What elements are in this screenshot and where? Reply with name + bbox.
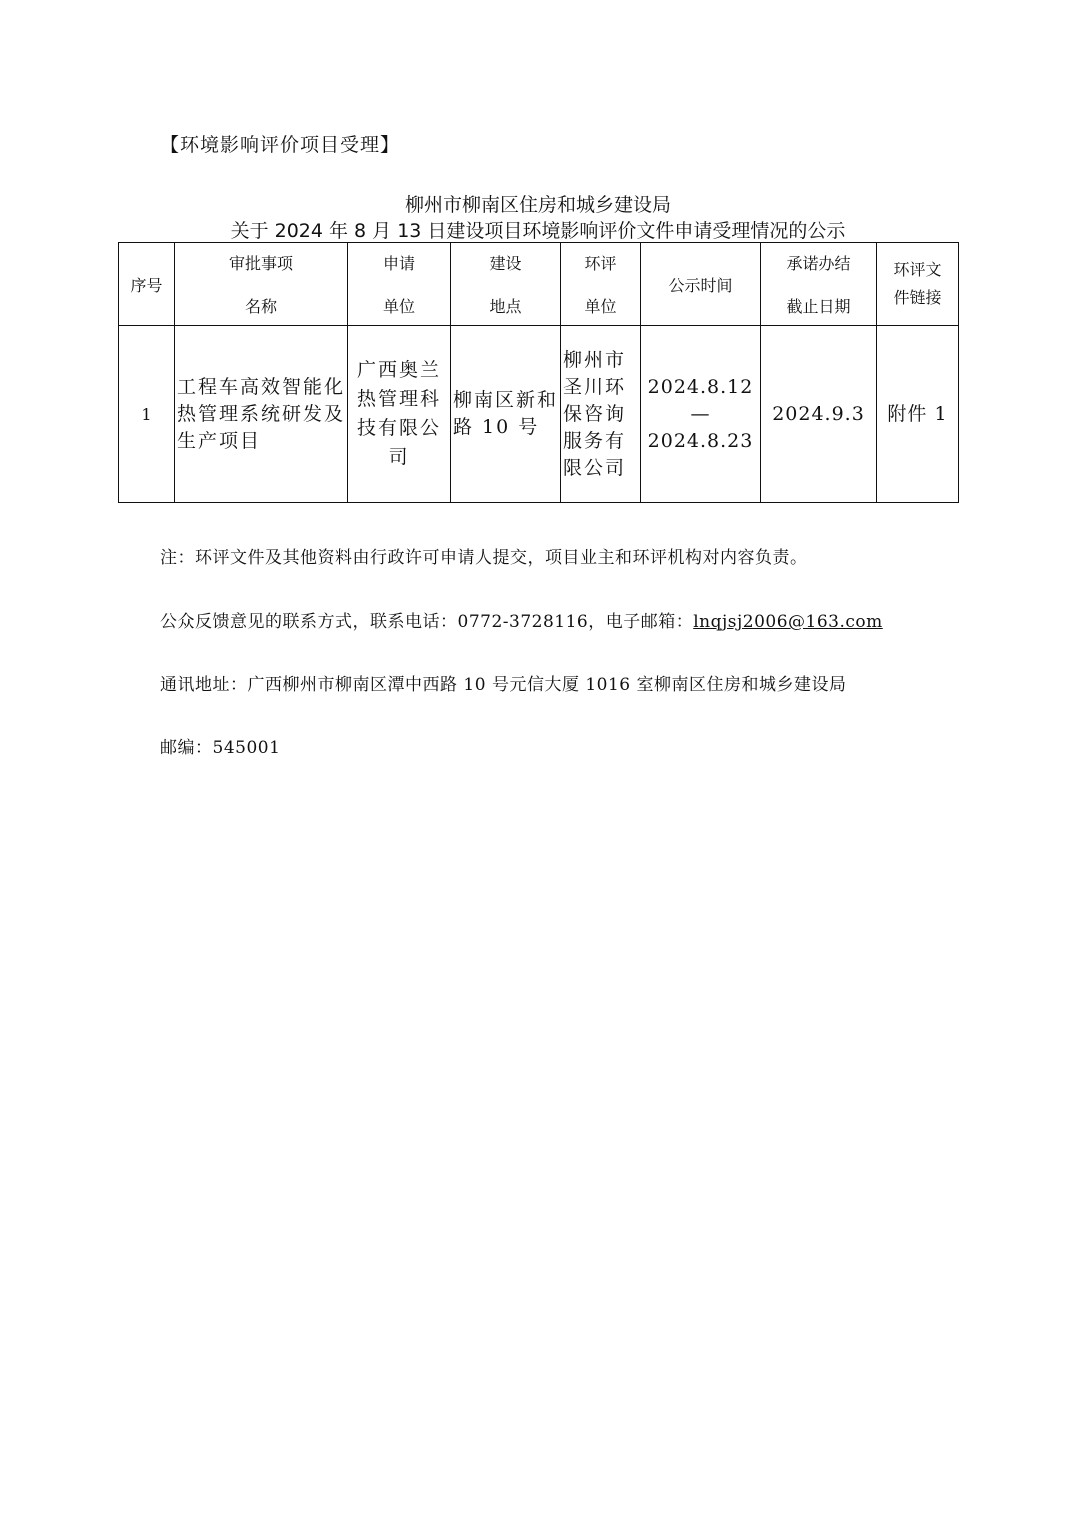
- postcode-text: 邮编：545001: [160, 738, 281, 758]
- header-period: [641, 243, 761, 326]
- row-seq: 1: [119, 326, 175, 503]
- row-period-separator: —: [690, 402, 711, 425]
- header-seq: [119, 243, 175, 326]
- header-link-line1: 环评文: [893, 260, 942, 279]
- email-link[interactable]: lnqjsj2006@163.com: [693, 612, 883, 632]
- contact-prefix: 公众反馈意见的联系方式，联系电话：0772-3728116，电子邮箱：: [160, 612, 694, 632]
- header-item-name-top: 审批事项: [228, 254, 293, 273]
- table-header-row: [119, 243, 959, 326]
- row-period-end: 2024.8.23: [647, 429, 754, 452]
- header-seq-label: 序号: [130, 275, 163, 295]
- contact-line: [160, 607, 883, 632]
- notice-table: [118, 242, 959, 503]
- header-eia-unit-top: 环评: [584, 254, 617, 273]
- header-eia-unit: [561, 243, 641, 326]
- row-deadline: 2024.9.3: [761, 326, 877, 503]
- row-item-name: 工程车高效智能化热管理系统研发及生产项目: [175, 326, 348, 503]
- header-link-line2: 件链接: [893, 288, 942, 307]
- row-period-start: 2024.8.12: [647, 375, 754, 398]
- header-location-bottom: 地点: [489, 297, 522, 316]
- table-row: [119, 326, 959, 503]
- note-text: 注：环评文件及其他资料由行政许可申请人提交，项目业主和环评机构对内容负责。: [160, 548, 808, 568]
- row-location: 柳南区新和路 10 号: [451, 326, 561, 503]
- header-location-top: 建设: [489, 254, 522, 273]
- header-deadline-bottom: 截止日期: [786, 297, 851, 316]
- section-tag: 【环境影响评价项目受理】: [160, 134, 401, 156]
- header-deadline-top: 承诺办结: [786, 254, 851, 273]
- header-applicant: [348, 243, 451, 326]
- row-eia-unit: 柳州市圣川环保咨询服务有限公司: [561, 326, 641, 503]
- header-item-name: [175, 243, 348, 326]
- header-applicant-top: 申请: [382, 254, 415, 273]
- header-link: [877, 243, 959, 326]
- header-location: [451, 243, 561, 326]
- header-deadline: [761, 243, 877, 326]
- header-eia-unit-bottom: 单位: [584, 297, 617, 316]
- row-applicant: 广西奥兰热管理科技有限公司: [348, 326, 451, 503]
- row-attachment-link[interactable]: 附件 1: [877, 326, 959, 503]
- address-text: 通讯地址：广西柳州市柳南区潭中西路 10 号元信大厦 1016 室柳南区住房和城乡建设局: [160, 675, 847, 695]
- header-applicant-bottom: 单位: [382, 297, 415, 316]
- document-title-line1: 柳州市柳南区住房和城乡建设局: [404, 194, 671, 216]
- row-period: [641, 326, 761, 503]
- header-period-label: 公示时间: [668, 275, 733, 295]
- document-title-line2: 关于 2024 年 8 月 13 日建设项目环境影响评价文件申请受理情况的公示: [230, 220, 846, 242]
- header-item-name-bottom: 名称: [244, 297, 277, 316]
